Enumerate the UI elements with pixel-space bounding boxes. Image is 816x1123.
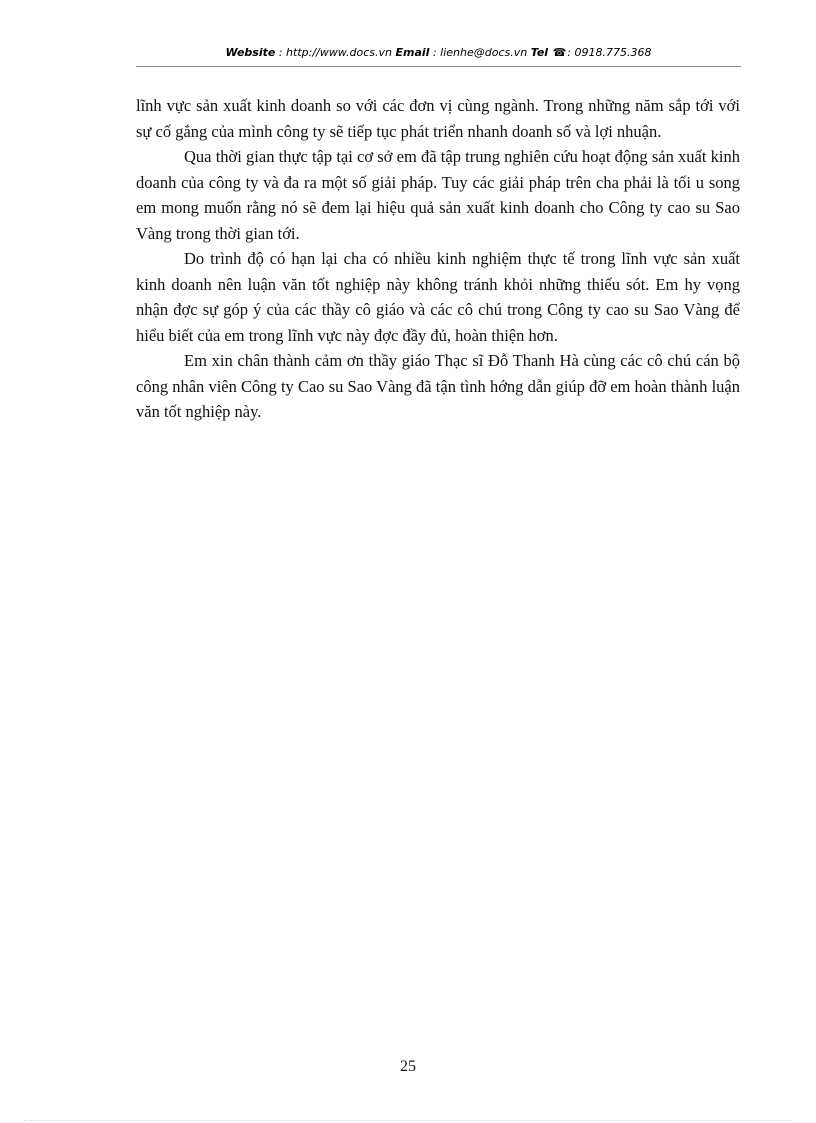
- website-label: Website: [225, 46, 276, 59]
- paragraph-continuation: lĩnh vực sản xuất kinh doanh so với các đơn vị cùng ngành. Trong những năm sắp tới với sự cố gắng của mình công ty sẽ tiếp tục phát triển nhanh doanh số và lợi nhuận.: [136, 96, 740, 141]
- document-body: [136, 93, 740, 425]
- website-value: : http://www.docs.vn: [278, 46, 393, 59]
- email-value: : lienhe@docs.vn: [432, 46, 528, 59]
- paragraph-acknowledgement: Em xin chân thành cảm ơn thầy giáo Thạc sĩ Đỗ Thanh Hà cùng các cô chú cán bộ công nhân viên Công ty Cao su Sao Vàng đã tận tình hớng dẫn giúp đỡ em hoàn thành luận văn tốt nghiệp này.: [136, 351, 740, 421]
- phone-icon: ☎: [552, 46, 567, 59]
- tel-label: Tel: [530, 46, 549, 59]
- email-label: Email: [395, 46, 430, 59]
- header-divider: [136, 66, 741, 67]
- paragraph-limitations: Do trình độ có hạn lại cha có nhiều kinh nghiệm thực tế trong lĩnh vực sản xuất kinh doanh nên luận văn tốt nghiệp này không tránh khỏi những thiếu sót. Em hy vọng nhận đợc sự góp ý của các thầy cô giáo và các cô chú trong Công ty cao su Sao Vàng để hiểu biết của em trong lĩnh vực này đợc đầy đủ, hoàn thiện hơn.: [136, 249, 740, 345]
- page-number: 25: [400, 1058, 416, 1075]
- paragraph-internship: Qua thời gian thực tập tại cơ sở em đã tập trung nghiên cứu hoạt động sản xuất kinh doanh của công ty và đa ra một số giải pháp. Tuy các giải pháp trên cha phải là tối u song em mong muốn rằng nó sẽ đem lại hiệu quả sản xuất kinh doanh cho Công ty cao su Sao Vàng trong thời gian tới.: [136, 147, 740, 243]
- footer-divider: [24, 1120, 792, 1121]
- tel-value: : 0918.775.368: [567, 46, 652, 59]
- page-header: [136, 46, 741, 66]
